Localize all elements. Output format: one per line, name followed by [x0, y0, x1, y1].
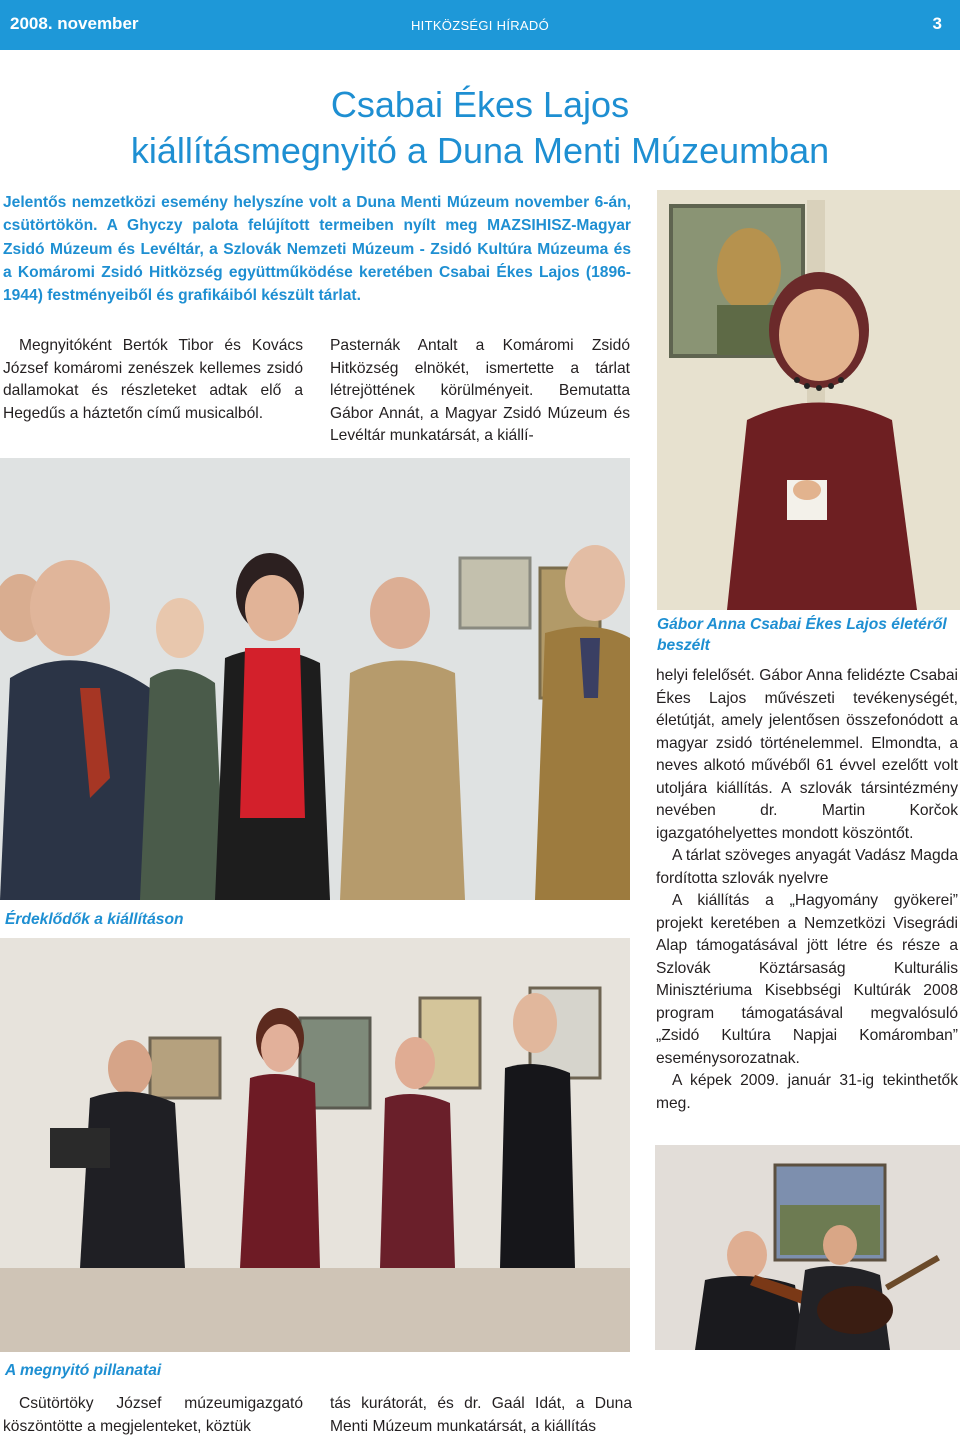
article-column-2: Pasternák Antalt a Komáromi Zsidó Hitközség elnökét, ismertette a tárlat létrejöttének körülményeit. Bemutatta Gábor Annát, a Magyar Zsidó Múzeum és Levéltár munkatársát, a kiállí- [330, 337, 630, 444]
bottom-column-2: tás kurátorát, és dr. Gaál Idát, a Duna Menti Múzeum munkatársát, a kiállítás [330, 1395, 632, 1435]
speaker-photo [657, 190, 960, 610]
page-header [0, 0, 960, 50]
musicians-photo [655, 1145, 960, 1350]
column-3-paragraph-2: A tárlat szöveges anyagát Vadász Magda fordította szlovák nyelvre [656, 847, 958, 887]
publication-name: HITKÖZSÉGI HÍRADÓ [410, 18, 549, 33]
column-3-paragraph-4: A képek 2009. január 31-ig tekinthetők meg. [656, 1072, 958, 1112]
column-3-paragraph-3: A kiállítás a „Hagyomány gyökerei” projekt keretében a Nemzetközi Visegrádi Alap támogatásával jött létre és része a Szlovák Köztársaság Kulturális Minisztériuma Kisebbségi Kultúrák 2008 program támogatásával megvalósuló „Zsidó Kultúra Napjai Komáromban” eseménysorozatnak. [656, 892, 958, 1067]
article-column-3 [656, 665, 958, 1115]
visitors-caption: Érdeklődők a kiállításon [5, 911, 184, 928]
speaker-caption: Gábor Anna Csabai Ékes Lajos életéről beszélt [657, 616, 947, 654]
opening-caption: A megnyitó pillanatai [5, 1362, 162, 1379]
article-title: Csabai Ékes Lajos [330, 84, 630, 125]
article-subtitle: kiállításmegnyitó a Duna Menti Múzeumban [130, 130, 830, 171]
opening-group-photo [0, 938, 630, 1352]
column-3-paragraph-1: helyi felelősét. Gábor Anna felidézte Csabai Ékes Lajos művészeti tevékenységét, életútját, amely jelentősen összefonódott a magyar zsidó történelemmel. Elmondta, a neves alkotó művéből 61 évvel ezelőtt volt utoljára kiállítás. A szlovák társintézmény nevében dr. Martin Korčok igazgatóhelyettes mondott köszöntőt. [656, 667, 958, 842]
article-column-1: Megnyitóként Bertók Tibor és Kovács József komáromi zenészek kellemes zsidó dallamokat és részleteket adtak elő a Hegedűs a háztetőn című musicalból. [3, 337, 303, 422]
page-number: 3 [932, 14, 942, 33]
issue-date: 2008. november [10, 14, 139, 33]
bottom-column-1: Csütörtöky József múzeumigazgató köszöntötte a megjelenteket, köztük [3, 1395, 303, 1435]
visitors-photo [0, 458, 630, 900]
article-lead: Jelentős nemzetközi esemény helyszíne volt a Duna Menti Múzeum november 6-án, csütörtökön. A Ghyczy palota felújított termeiben nyílt meg MAZSIHISZ-Magyar Zsidó Múzeum és Levéltár, a Szlovák Nemzeti Múzeum - Zsidó Kultúra Múzeuma és a Komáromi Zsidó Hitközség együttműködése keretében Csabai Ékes Lajos (1896-1944) festményeiből és grafikáiból készült tárlat. [3, 194, 631, 305]
